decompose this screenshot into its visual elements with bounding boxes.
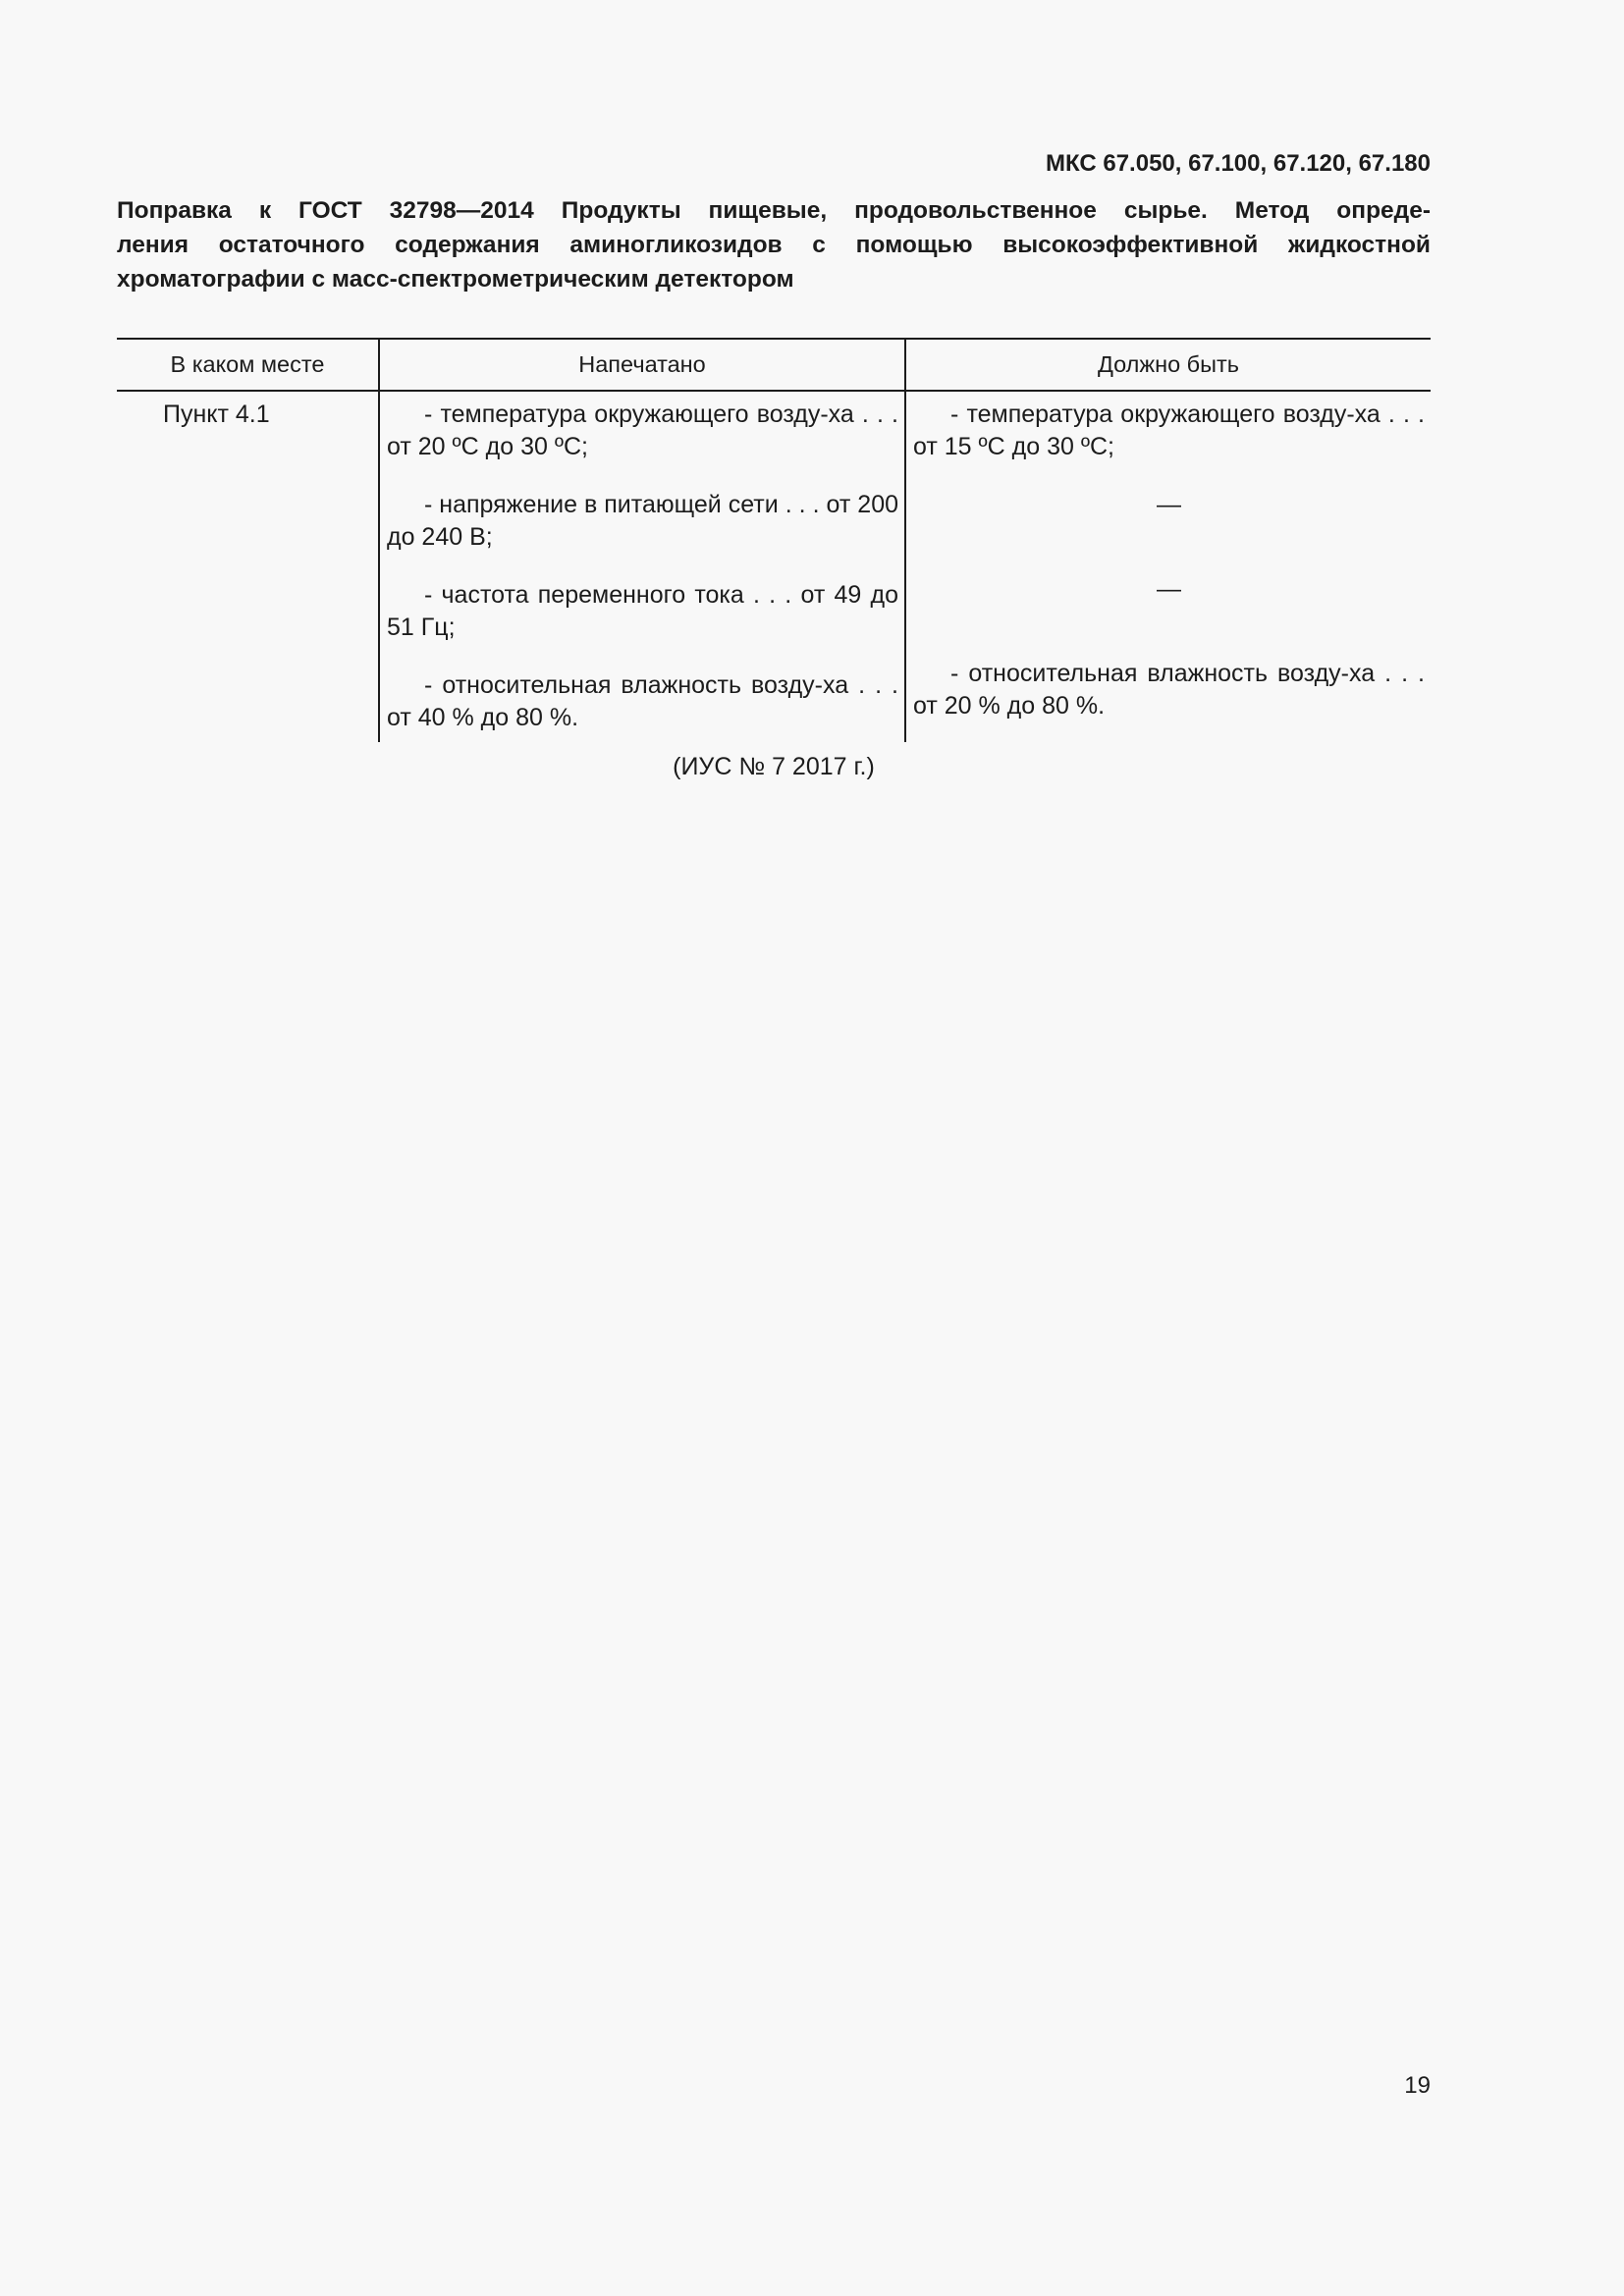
printed-item-frequency: - частота переменного тока . . . от 49 до 51 Гц; <box>387 581 898 641</box>
classification-code: МКС 67.050, 67.100, 67.120, 67.180 <box>1046 150 1431 177</box>
column-header-place: В каком месте <box>117 339 379 391</box>
cell-place: Пункт 4.1 <box>163 400 270 428</box>
title-line-2: ления остаточного содержания аминогликозидов с помощью высокоэффективной жидкостной <box>117 232 1431 258</box>
source-reference: (ИУС № 7 2017 г.) <box>673 753 875 780</box>
correct-item-temperature: - температура окружающего возду-ха . . . от 15 ºС до 30 ºС; <box>913 400 1425 460</box>
page-number: 19 <box>1404 2072 1431 2099</box>
amendment-title <box>117 193 1431 296</box>
title-line-1: Поправка к ГОСТ 32798—2014 Продукты пищевые, продовольственное сырье. Метод опреде- <box>117 197 1431 224</box>
cell-should-be <box>905 391 1431 742</box>
printed-item-voltage: - напряжение в питающей сети . . . от 200 до 240 В; <box>387 491 898 551</box>
column-header-printed: Напечатано <box>379 339 905 391</box>
title-line-3: хроматографии с масс-спектрометрическим детектором <box>117 266 794 293</box>
cell-printed <box>379 391 905 742</box>
table-row <box>117 391 1431 742</box>
column-header-should-be: Должно быть <box>905 339 1431 391</box>
correct-item-voltage-dash: — <box>1157 491 1181 518</box>
table-header-row <box>117 339 1431 391</box>
correct-item-frequency-dash: — <box>1157 575 1181 603</box>
amendment-table <box>117 338 1431 742</box>
correct-item-humidity: - относительная влажность возду-ха . . . от 20 % до 80 %. <box>913 660 1425 720</box>
printed-item-humidity: - относительная влажность возду-ха . . . от 40 % до 80 %. <box>387 671 898 731</box>
printed-item-temperature: - температура окружающего возду-ха . . . от 20 ºС до 30 ºС; <box>387 400 898 460</box>
